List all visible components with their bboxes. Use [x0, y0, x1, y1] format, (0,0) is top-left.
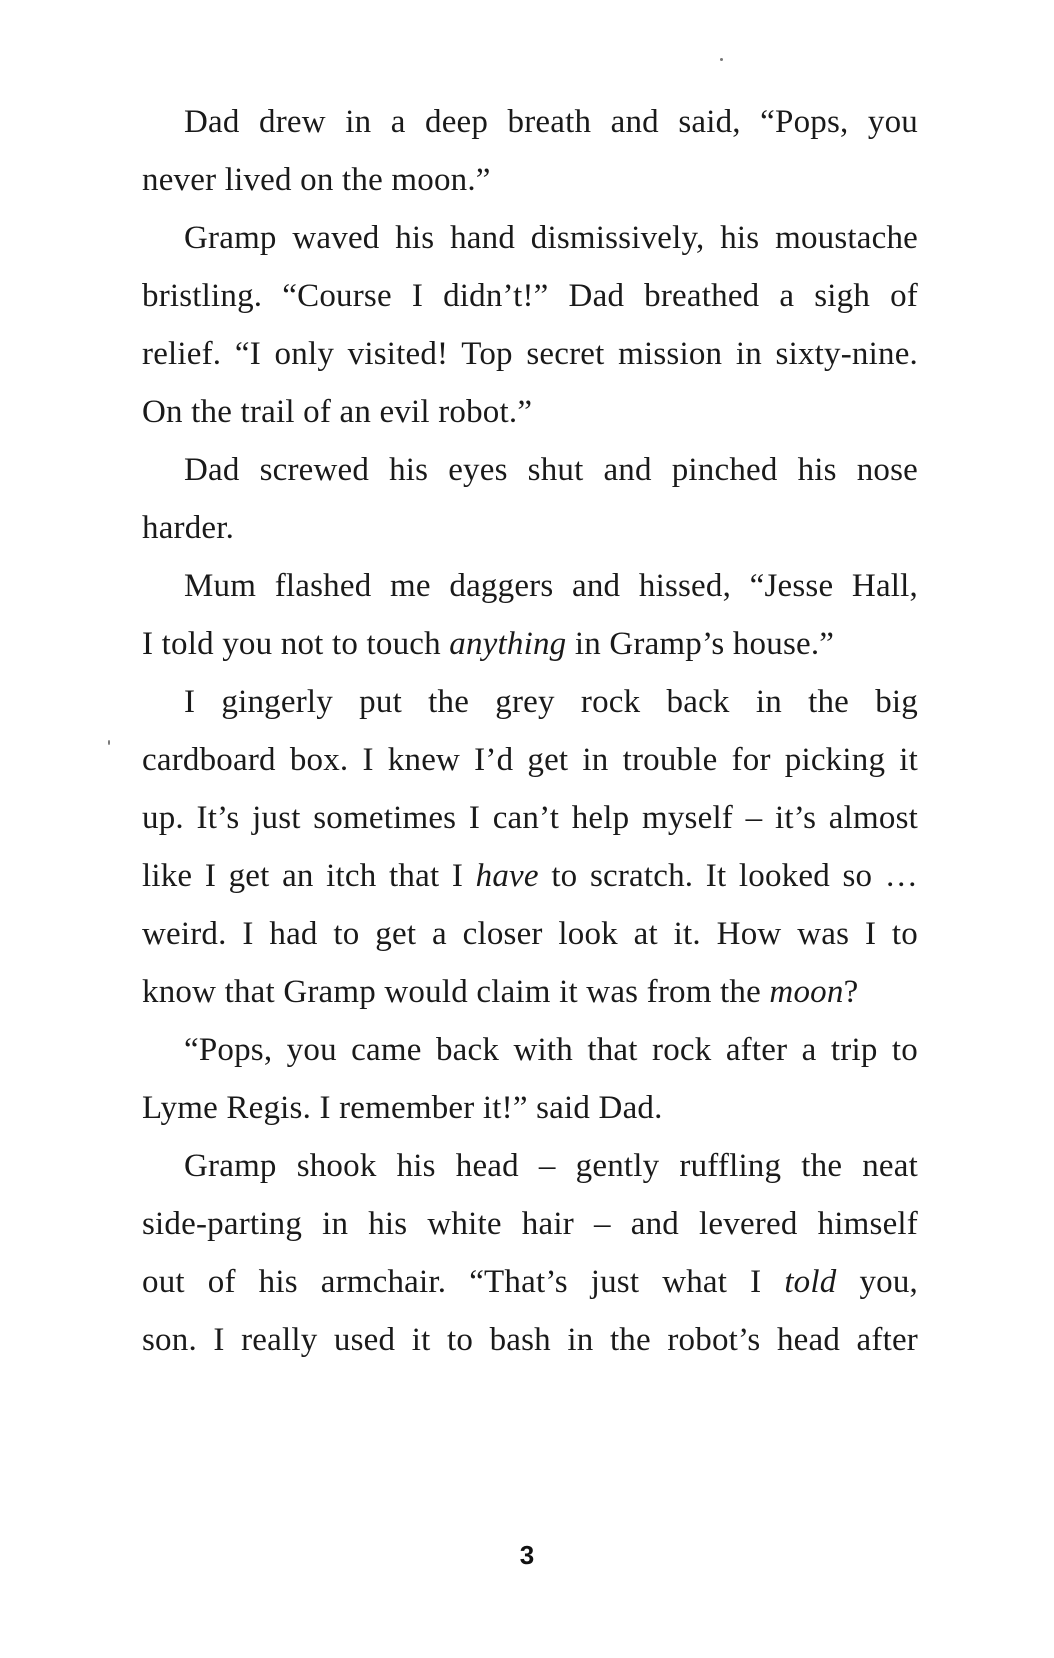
- scan-speck: [720, 58, 723, 61]
- text-line-20: side-parting in his white hair – and levered himself: [142, 1206, 918, 1242]
- text-line-1: Dad drew in a deep breath and said, “Pops, you: [184, 104, 918, 140]
- text-line-14: [142, 856, 918, 896]
- text-line-6: On the trail of an evil robot.”: [142, 394, 533, 430]
- text-line-4: bristling. “Course I didn’t!” Dad breathed a sigh of: [142, 278, 918, 314]
- text-line-21: [142, 1262, 918, 1302]
- text-line-7: Dad screwed his eyes shut and pinched his nose: [184, 452, 918, 488]
- text-run: I told you not to touch: [142, 626, 450, 662]
- text-line-5: relief. “I only visited! Top secret mission in sixty-nine.: [142, 336, 918, 372]
- text-line-9: Mum flashed me daggers and hissed, “Jesse Hall,: [184, 568, 918, 604]
- text-run: like I get an itch that I: [142, 858, 476, 894]
- text-line-12: cardboard box. I knew I’d get in trouble for picking it: [142, 742, 918, 778]
- text-line-16: [142, 972, 858, 1012]
- text-line-8: harder.: [142, 510, 235, 546]
- italic-word: told: [784, 1264, 837, 1300]
- text-line-17: “Pops, you came back with that rock after a trip to: [184, 1032, 918, 1068]
- text-line-15: weird. I had to get a closer look at it. How was I to: [142, 916, 918, 952]
- scan-speck: [108, 740, 110, 745]
- text-run: to scratch. It looked so …: [538, 858, 919, 894]
- text-line-19: Gramp shook his head – gently ruffling the neat: [184, 1148, 918, 1184]
- italic-word: moon: [769, 974, 844, 1010]
- text-line-3: Gramp waved his hand dismissively, his moustache: [184, 220, 918, 256]
- text-line-11: I gingerly put the grey rock back in the big: [184, 684, 918, 720]
- text-run: out of his armchair. “That’s just what I: [142, 1264, 785, 1300]
- text-line-2: never lived on the moon.”: [142, 162, 491, 198]
- text-run: ?: [843, 974, 859, 1010]
- text-line-18: Lyme Regis. I remember it!” said Dad.: [142, 1090, 663, 1126]
- page-number: 3: [519, 1540, 535, 1570]
- italic-word: have: [475, 858, 539, 894]
- text-line-13: up. It’s just sometimes I can’t help myself – it’s almost: [142, 800, 918, 836]
- italic-word: anything: [449, 626, 567, 662]
- text-run: in Gramp’s house.”: [566, 626, 835, 662]
- text-line-10: [142, 624, 834, 664]
- text-run: know that Gramp would claim it was from the: [142, 974, 770, 1010]
- text-run: you,: [836, 1264, 918, 1300]
- text-line-22: son. I really used it to bash in the robot’s head after: [142, 1322, 918, 1358]
